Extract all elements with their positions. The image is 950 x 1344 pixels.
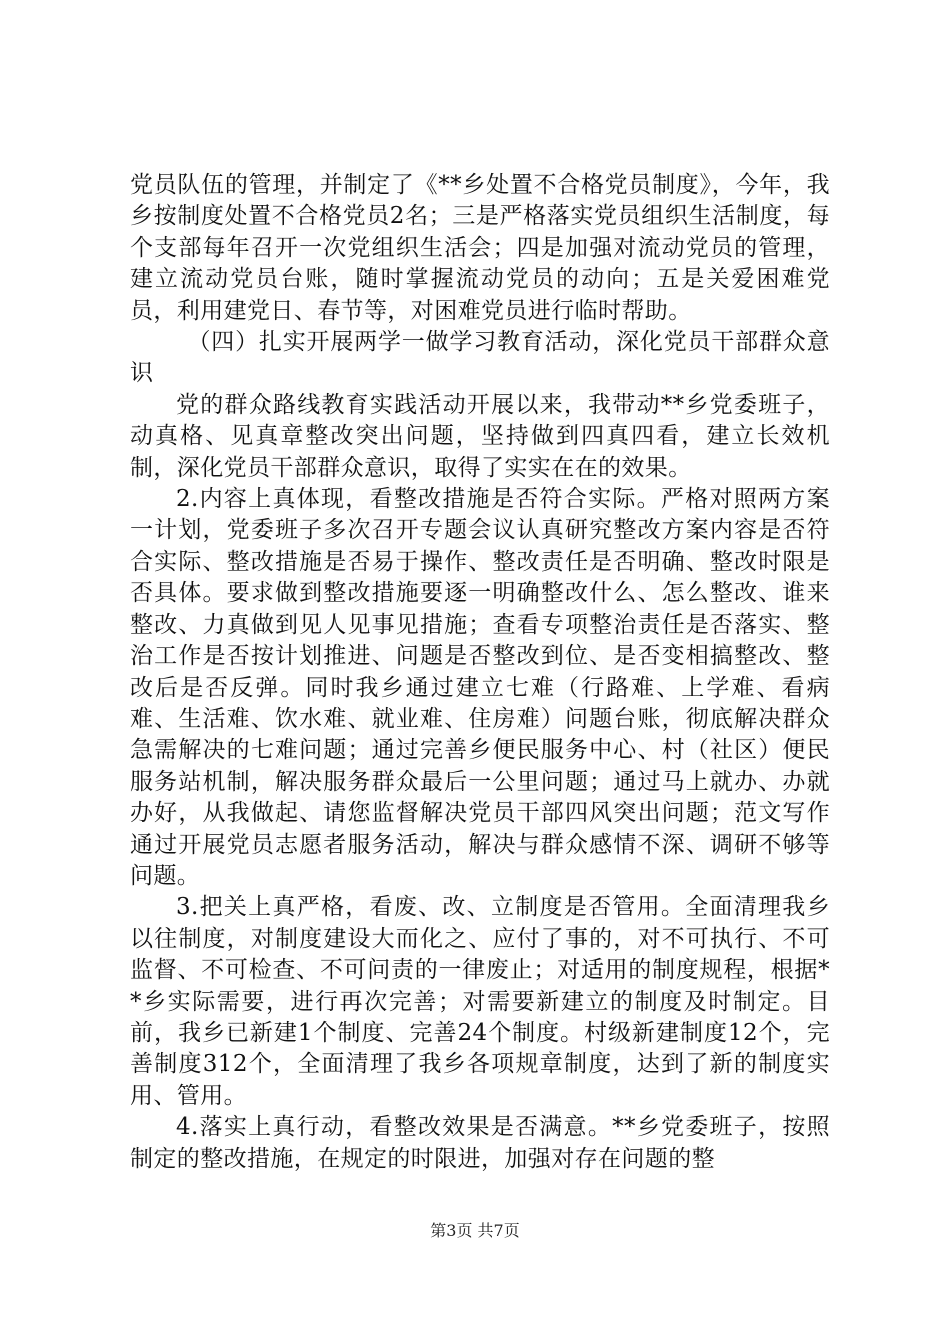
paragraph-item-4: 4.落实上真行动，看整改效果是否满意。**乡党委班子，按照制定的整改措施，在规定的时限进，加强对存在问题的整	[130, 1114, 830, 1172]
section-heading-four: （四）扎实开展两学一做学习教育活动，深化党员干部群众意识	[130, 329, 830, 387]
paragraph-item-2: 2.内容上真体现，看整改措施是否符合实际。严格对照两方案一计划，党委班子多次召开专题会议认真研究整改方案内容是否符合实际、整改措施是否易于操作、整改责任是否明确、整改时限是否具体。要求做到整改措施要逐一明确整改什么、怎么整改、谁来整改、力真做到见人见事见措施；查看专项整治责任是否落实、整治工作是否按计划推进、问题是否整改到位、是否变相搞整改、整改后是否反弹。同时我乡通过建立七难（行路难、上学难、看病难、生活难、饮水难、就业难、住房难）问题台账，彻底解决群众急需解决的七难问题；通过完善乡便民服务中心、村（社区）便民服务站机制，解决服务群众最后一公里问题；通过马上就办、办就办好，从我做起、请您监督解决党员干部四风突出问题；范文写作通过开展党员志愿者服务活动，解决与群众感情不深、调研不够等问题。	[130, 486, 830, 889]
document-body	[130, 170, 830, 1175]
paragraph-mass-line-education: 党的群众路线教育实践活动开展以来，我带动**乡党委班子，动真格、见真章整改突出问题，坚持做到四真四看，建立长效机制，深化党员干部群众意识，取得了实实在在的效果。	[130, 391, 830, 481]
paragraph-party-member-management: 党员队伍的管理，并制定了《**乡处置不合格党员制度》，今年，我乡按制度处置不合格党员2名；三是严格落实党员组织生活制度，每个支部每年召开一次党组织生活会；四是加强对流动党员的管理，建立流动党员台账，随时掌握流动党员的动向；五是关爱困难党员，利用建党日、春节等，对困难党员进行临时帮助。	[130, 172, 830, 324]
page-number-footer: 第3页 共7页	[430, 1221, 520, 1240]
paragraph-item-3: 3.把关上真严格，看废、改、立制度是否管用。全面清理我乡以往制度，对制度建设大而化之、应付了事的，对不可执行、不可监督、不可检查、不可问责的一律废止；对适用的制度规程，根据**乡实际需要，进行再次完善；对需要新建立的制度及时制定。目前，我乡已新建1个制度、完善24个制度。村级新建制度12个，完善制度312个，全面清理了我乡各项规章制度，达到了新的制度实用、管用。	[130, 894, 830, 1109]
